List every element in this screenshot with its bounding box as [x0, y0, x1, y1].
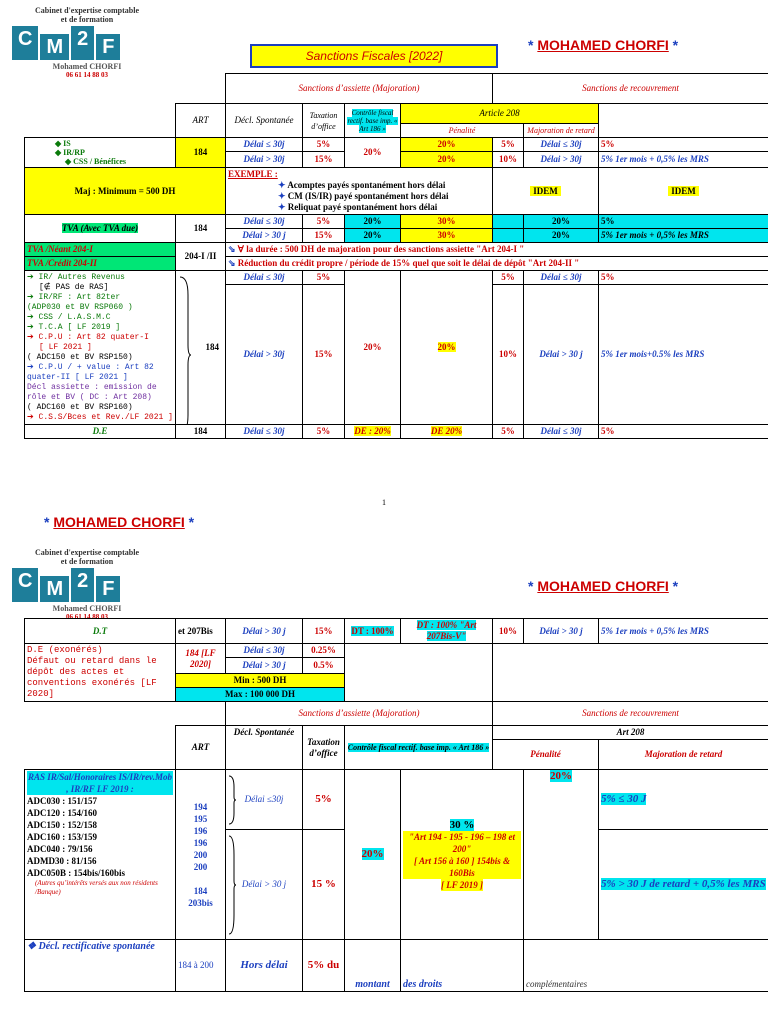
- big-pen-delai-le30: Délai ≤ 30j: [524, 271, 599, 285]
- exemple-item-1-text: Acomptes payés spontanément hors délai: [287, 180, 446, 190]
- ras-15: 15 %: [303, 830, 345, 940]
- ras-art-9: 203bis: [188, 897, 213, 908]
- pen-10: 10%: [493, 152, 524, 168]
- logo-bottom: [12, 548, 162, 621]
- logo-block-m: M: [40, 34, 69, 60]
- idem-penalite: [493, 168, 599, 215]
- pen-delai-gt30: Délai > 30j: [524, 152, 599, 168]
- header-decl-2: Décl. Spontanée: [226, 726, 303, 770]
- header-majoration-2: Majoration de retard: [599, 740, 768, 770]
- big-item-1-text: IR/ Autres Revenus: [38, 272, 125, 282]
- author-name: MOHAMED CHORFI: [537, 578, 669, 594]
- de-ex-025: 0.25%: [303, 644, 345, 658]
- maj-minimum: Maj : Minimum = 500 DH: [25, 168, 226, 215]
- tva-due-text: TVA (Avec TVA due): [61, 223, 139, 233]
- big-item-13: ➔ C.S.S/Bces et Rev./LF 2021 ]: [27, 412, 173, 422]
- exemple-item-2-text: CM (IS/IR) payé spontanément hors délai: [287, 191, 449, 201]
- big-item-9: ( ADC150 et BV RSP150): [27, 352, 133, 362]
- de-pen-5: 5%: [493, 425, 524, 439]
- de-ex-title: D.E (exonérés): [27, 645, 103, 655]
- big-5: 5%: [303, 271, 345, 285]
- rect-cell: ❖ Décl. rectificative spontanée: [25, 940, 176, 992]
- ras-delai-le30-text: Délai ≤30j: [244, 794, 284, 804]
- tva-delai-gt30: Délai > 30 j: [226, 229, 303, 243]
- exemple-item-2: ✦ CM (IS/IR) payé spontanément hors délai: [278, 191, 449, 201]
- logo-block-2: 2: [71, 568, 94, 602]
- logo-line2: et de formation: [60, 15, 114, 24]
- ras-title: RAS IR/Sal/Honoraires IS/IR/rev.Mob , IR/RF LF 2019 :: [28, 772, 172, 794]
- tva-art: 184: [176, 215, 226, 243]
- delai-gt30: Délai > 30j: [226, 152, 303, 168]
- author-bottom: [528, 578, 678, 594]
- logo-phone: 06 61 14 88 03: [66, 613, 108, 621]
- row-is-ir-css: [25, 138, 176, 168]
- ras-art-2: 195: [193, 813, 208, 824]
- de-ex-delai-gt30: Délai > 30 j: [226, 658, 303, 674]
- logo-phone: 06 61 14 88 03: [66, 71, 108, 79]
- header-art-2: ART: [176, 726, 226, 770]
- min-500: Min : 500 DH: [176, 674, 345, 688]
- big-pen-10: 10%: [493, 285, 524, 425]
- big-15: 15%: [303, 285, 345, 425]
- de-ctrl-text: DE 20%: [430, 426, 463, 436]
- ras-art-4: 196: [193, 837, 208, 848]
- tva-due: [25, 215, 176, 243]
- ras-maj2-text: 5% > 30 J de retard + 0,5% les MRS: [601, 878, 766, 890]
- ras-item-4: ADC160 : 153/159: [27, 832, 97, 842]
- ras-delai-gt30-text: Délai > 30 j: [241, 879, 287, 889]
- dt-maj: 5% 1er mois + 0,5% les MRS: [599, 619, 768, 644]
- page-number: 1: [382, 498, 386, 507]
- big-pen-delai-gt30: Délai > 30 j: [524, 285, 599, 425]
- de-tax-text: DE : 20%: [354, 426, 391, 436]
- ras-art-1: 194: [193, 801, 208, 812]
- tva-15: 15%: [303, 229, 345, 243]
- tva-tax-20: 20%: [345, 215, 401, 229]
- big-item-3: ➔ IR/RF : Art 82ter: [27, 292, 121, 302]
- big-art: [176, 271, 226, 425]
- star-icon: *: [672, 37, 679, 53]
- note-204-i: ⇘ ∀ la durée : 500 DH de majoration pour des sanctions assiette "Art 204-I ": [226, 243, 768, 257]
- art-204: 204-I /II: [176, 243, 226, 271]
- brace-icon: [228, 835, 236, 935]
- big-maj-5: 5%: [599, 271, 768, 285]
- tva-tax-20b: 20%: [345, 229, 401, 243]
- header-recouvrement-2: Sanctions de recouvrement: [493, 702, 768, 726]
- de-delai: Délai ≤ 30j: [226, 425, 303, 439]
- big-pen-5: 5%: [493, 271, 524, 285]
- header-controle-text: Contrôle fiscal rectif. base imp. « Art 186 »: [347, 108, 398, 133]
- de-exoneres: [25, 644, 176, 702]
- big-item-6-text: T.C.A [ LF 2019 ]: [38, 322, 121, 332]
- logo-block-c: C: [12, 568, 38, 602]
- ctrl-20a: 20%: [401, 138, 493, 152]
- tva-credit: TVA /Crédit 204-II: [25, 257, 176, 271]
- big-item-4: (ADP030 et BV RSP060 ): [27, 302, 133, 312]
- logo-block-c: C: [12, 26, 38, 60]
- big-ctrl-20: [401, 271, 493, 425]
- dt-pen-10: 10%: [493, 619, 524, 644]
- header-art: ART: [176, 104, 226, 138]
- header-taxation: Taxation d’office: [303, 104, 345, 138]
- ras-tax-20: [345, 770, 401, 940]
- exemple-item-3-text: Reliquat payé spontanément hors délai: [287, 202, 438, 212]
- item-css-text: CSS / Bénéfices: [73, 157, 127, 166]
- pen-delai-le30: Délai ≤ 30j: [524, 138, 599, 152]
- ras-ctrl-lf: [ LF 2019 ]: [440, 879, 484, 890]
- author-name: MOHAMED CHORFI: [537, 37, 669, 53]
- maj-mrs: 5% 1er mois + 0,5% les MRS: [599, 152, 768, 168]
- rect-delai: Hors délai: [226, 940, 303, 992]
- header-majoration: Majoration de retard: [524, 124, 599, 138]
- dt-label: D.T: [25, 619, 176, 644]
- de-label: D.E: [25, 425, 176, 439]
- de-ex-05: 0.5%: [303, 658, 345, 674]
- logo-block-f: F: [96, 576, 120, 602]
- brace-icon: [228, 775, 236, 825]
- ras-item-7: ADC050B : 154bis/160bis: [27, 868, 126, 878]
- big-item-3-text: IR/RF : Art 82ter: [38, 292, 121, 302]
- dt-tax-text: DT : 100%: [351, 625, 394, 636]
- logo-block-m: M: [40, 576, 69, 602]
- idem-penalite-text: IDEM: [530, 186, 561, 196]
- logo-line1: Cabinet d'expertise comptable: [35, 548, 139, 557]
- ras-art-3: 196: [193, 825, 208, 836]
- item-ir-text: IR/RP: [63, 148, 85, 157]
- big-tax-20: 20%: [345, 271, 401, 425]
- big-item-7-text: C.P.U : Art 82 quater-I: [38, 332, 149, 342]
- dt-art: et 207Bis: [176, 619, 226, 644]
- item-css: ◆ CSS / Bénéfices: [65, 157, 127, 166]
- ras-pen: [524, 770, 599, 940]
- header-controle: [345, 104, 401, 138]
- big-item-6: ➔ T.C.A [ LF 2019 ]: [27, 322, 121, 332]
- page-title: Sanctions Fiscales [2022]: [250, 44, 498, 68]
- big-delai-le30: Délai ≤ 30j: [226, 271, 303, 285]
- item-is: ◆ IS: [55, 139, 71, 148]
- ras-arts: [176, 770, 226, 940]
- sanctions-table-1: [24, 73, 768, 439]
- star-icon: *: [44, 514, 50, 530]
- star-icon: *: [528, 578, 534, 594]
- ras-ctrl-art: "Art 194 - 195 - 196 – 198 et 200": [403, 831, 521, 855]
- ras-cell: [25, 770, 176, 940]
- big-art-text: 184: [205, 342, 219, 352]
- big-item-2: [∉ PAS de RAS]: [39, 282, 109, 292]
- big-item-12: ( ADC160 et BV RSP160): [27, 402, 133, 412]
- star-icon: *: [672, 578, 679, 594]
- idem-majoration-text: IDEM: [668, 186, 699, 196]
- tva-maj-5: 5%: [599, 215, 768, 229]
- rect-text: Décl. rectificative spontanée: [38, 941, 155, 952]
- exemple-label: EXEMPLE :: [228, 169, 278, 179]
- pen-5: 5%: [493, 138, 524, 152]
- big-items-cell: [25, 271, 176, 425]
- big-item-11: Décl assiette : emission de rôle et BV ( DC : Art 208): [27, 382, 157, 402]
- exemple-item-1: ✦ Acomptes payés spontanément hors délai: [278, 180, 446, 190]
- header-controle-2-text: Contrôle fiscal rectif. base imp. « Art 186 »: [347, 743, 490, 752]
- de-ctrl: [401, 425, 493, 439]
- logo-block-f: F: [96, 34, 120, 60]
- dt-ctrl: [401, 619, 493, 644]
- ras-delai-gt30: [226, 830, 303, 940]
- ras-item-6: ADMD30 : 81/156: [27, 856, 97, 866]
- ras-ctrl-30: 30 %: [449, 818, 475, 831]
- de-tax: [345, 425, 401, 439]
- ras-delai-le30: [226, 770, 303, 830]
- ras-art-5: 200: [193, 849, 208, 860]
- idem-majoration: [599, 168, 768, 215]
- dt-15: 15%: [303, 619, 345, 644]
- note-204-ii: ⇘ Réduction du crédit propre / période de 15% quel que soit le délai de dépôt "Art 204-II ": [226, 257, 768, 271]
- exemple-cell: [226, 168, 493, 215]
- dt-tax: [345, 619, 401, 644]
- header-assiette: Sanctions d’assiette (Majoration): [226, 74, 493, 104]
- rect-art: 184 à 200: [176, 940, 226, 992]
- pct-5: 5%: [303, 138, 345, 152]
- logo-line2: et de formation: [60, 557, 114, 566]
- max-100000: Max : 100 000 DH: [176, 688, 345, 702]
- ras-item-2: ADC120 : 154/160: [27, 808, 97, 818]
- exemple-item-3: ✦ Reliquat payé spontanément hors délai: [278, 202, 438, 212]
- tva-pen-20b: 20%: [524, 229, 599, 243]
- tva-pen-20a: 20%: [524, 215, 599, 229]
- star-icon: *: [528, 37, 534, 53]
- author-middle: [44, 514, 194, 530]
- rect-p: 5% du: [303, 940, 345, 992]
- item-ir: ◆ IR/RP: [55, 148, 85, 157]
- rect-compl: complémentaires: [524, 940, 768, 992]
- ctrl-20b: 20%: [401, 152, 493, 168]
- ras-tax-20-text: 20%: [361, 848, 384, 860]
- tva-delai-le30: Délai ≤ 30j: [226, 215, 303, 229]
- header-assiette-2: Sanctions d’assiette (Majoration): [226, 702, 493, 726]
- logo-block-2: 2: [71, 26, 94, 60]
- big-delai-gt30: Délai > 30j: [226, 285, 303, 425]
- header-decl: Décl. Spontanée: [226, 104, 303, 138]
- tva-neant: TVA /Néant 204-I: [25, 243, 176, 257]
- delai-le30: Délai ≤ 30j: [226, 138, 303, 152]
- header-controle-2: [345, 726, 493, 770]
- big-item-1: ➔ IR/ Autres Revenus: [27, 272, 125, 282]
- header-recouvrement: Sanctions de recouvrement: [493, 74, 768, 104]
- logo-top: [12, 6, 162, 79]
- brace-icon: [178, 275, 192, 425]
- item-is-text: IS: [63, 139, 71, 148]
- maj-5: 5%: [599, 138, 768, 152]
- big-ctrl-20-text: 20%: [437, 342, 456, 352]
- ras-ctrl: [401, 770, 524, 940]
- de-5: 5%: [303, 425, 345, 439]
- logo-name: Mohamed CHORFI: [52, 604, 122, 613]
- ras-art-6: 200: [193, 861, 208, 872]
- tva-maj-mrs: 5% 1er mois + 0,5% les MRS: [599, 229, 768, 243]
- star-icon: *: [188, 514, 195, 530]
- ras-item-3: ADC150 : 152/158: [27, 820, 97, 830]
- author-top: [528, 37, 678, 53]
- big-item-5-text: CSS / L.A.S.M.C: [38, 312, 111, 322]
- header-taxation-2: Taxation d’office: [303, 726, 345, 770]
- ras-maj1: [599, 770, 768, 830]
- big-maj-mrs: 5% 1er mois+0.5% les MRS: [599, 285, 768, 425]
- de-ex-delai-le30: Délai ≤ 30j: [226, 644, 303, 658]
- header-penalite-2: Pénalité: [493, 740, 599, 770]
- de-ex-art: 184 [LF 2020]: [176, 644, 226, 674]
- ras-ctrl-art2: [ Art 156 à 160 ] 154bis & 160Bis: [403, 855, 521, 879]
- author-name: MOHAMED CHORFI: [53, 514, 185, 530]
- logo-blocks: [12, 568, 162, 602]
- sanctions-table-2: [24, 618, 768, 992]
- big-item-7: ➔ C.P.U : Art 82 quater-I: [27, 332, 149, 342]
- big-item-8: [ LF 2021 ]: [39, 342, 92, 352]
- big-item-5: ➔ CSS / L.A.S.M.C: [27, 312, 111, 322]
- art-184: 184: [176, 138, 226, 168]
- tva-ctrl-30b: 30%: [401, 229, 493, 243]
- big-item-10: ➔ C.P.U / + value : Art 82 quater-II [ LF 2021 ]: [27, 362, 154, 382]
- de-ex-text: Défaut ou retard dans le dépôt des actes et conventions exonérés [LF 2020]: [27, 656, 157, 699]
- header-art208-2: Art 208: [493, 726, 768, 740]
- pct-15: 15%: [303, 152, 345, 168]
- ras-5: 5%: [303, 770, 345, 830]
- logo-line1: Cabinet d'expertise comptable: [35, 6, 139, 15]
- ras-note: (Autres qu’intérêts versés aux non résidents /Banque): [35, 879, 158, 896]
- de-maj-5: 5%: [599, 425, 768, 439]
- note-204-ii-text: Réduction du crédit propre / période de 15% quel que soit le délai de dépôt "Art 204-II ": [237, 258, 580, 268]
- ras-pen-text: 20%: [550, 770, 572, 782]
- note-204-i-text: ∀ la durée : 500 DH de majoration pour des sanctions assiette "Art 204-I ": [237, 244, 525, 254]
- tva-ctrl-30a: 30%: [401, 215, 493, 229]
- de-pen-delai: Délai ≤ 30j: [524, 425, 599, 439]
- tva-5: 5%: [303, 215, 345, 229]
- logo-name: Mohamed CHORFI: [52, 62, 122, 71]
- ras-art-8: 184: [193, 885, 208, 896]
- big-item-10-text: C.P.U / + value : Art 82 quater-II [ LF 2021 ]: [27, 362, 154, 382]
- rect-montant: montant: [345, 940, 401, 992]
- dt-pen-delai: Délai > 30 j: [524, 619, 599, 644]
- rect-droits: des droits: [401, 940, 524, 992]
- header-penalite: Pénalité: [401, 124, 524, 138]
- logo-blocks: [12, 26, 162, 60]
- de-art: 184: [176, 425, 226, 439]
- ras-item-5: ADC040 : 79/156: [27, 844, 93, 854]
- ras-item-1: ADC030 : 151/157: [27, 796, 97, 806]
- dt-delai: Délai > 30 j: [226, 619, 303, 644]
- header-article208: Article 208: [401, 104, 599, 124]
- ras-maj1-text: 5% ≤ 30 J: [601, 793, 647, 805]
- ras-maj2: [599, 830, 768, 940]
- big-item-13-text: C.S.S/Bces et Rev./LF 2021 ]: [38, 412, 173, 422]
- tax-20: 20%: [345, 138, 401, 168]
- dt-ctrl-text: DT : 100% "Art 207Bis-V": [416, 620, 477, 641]
